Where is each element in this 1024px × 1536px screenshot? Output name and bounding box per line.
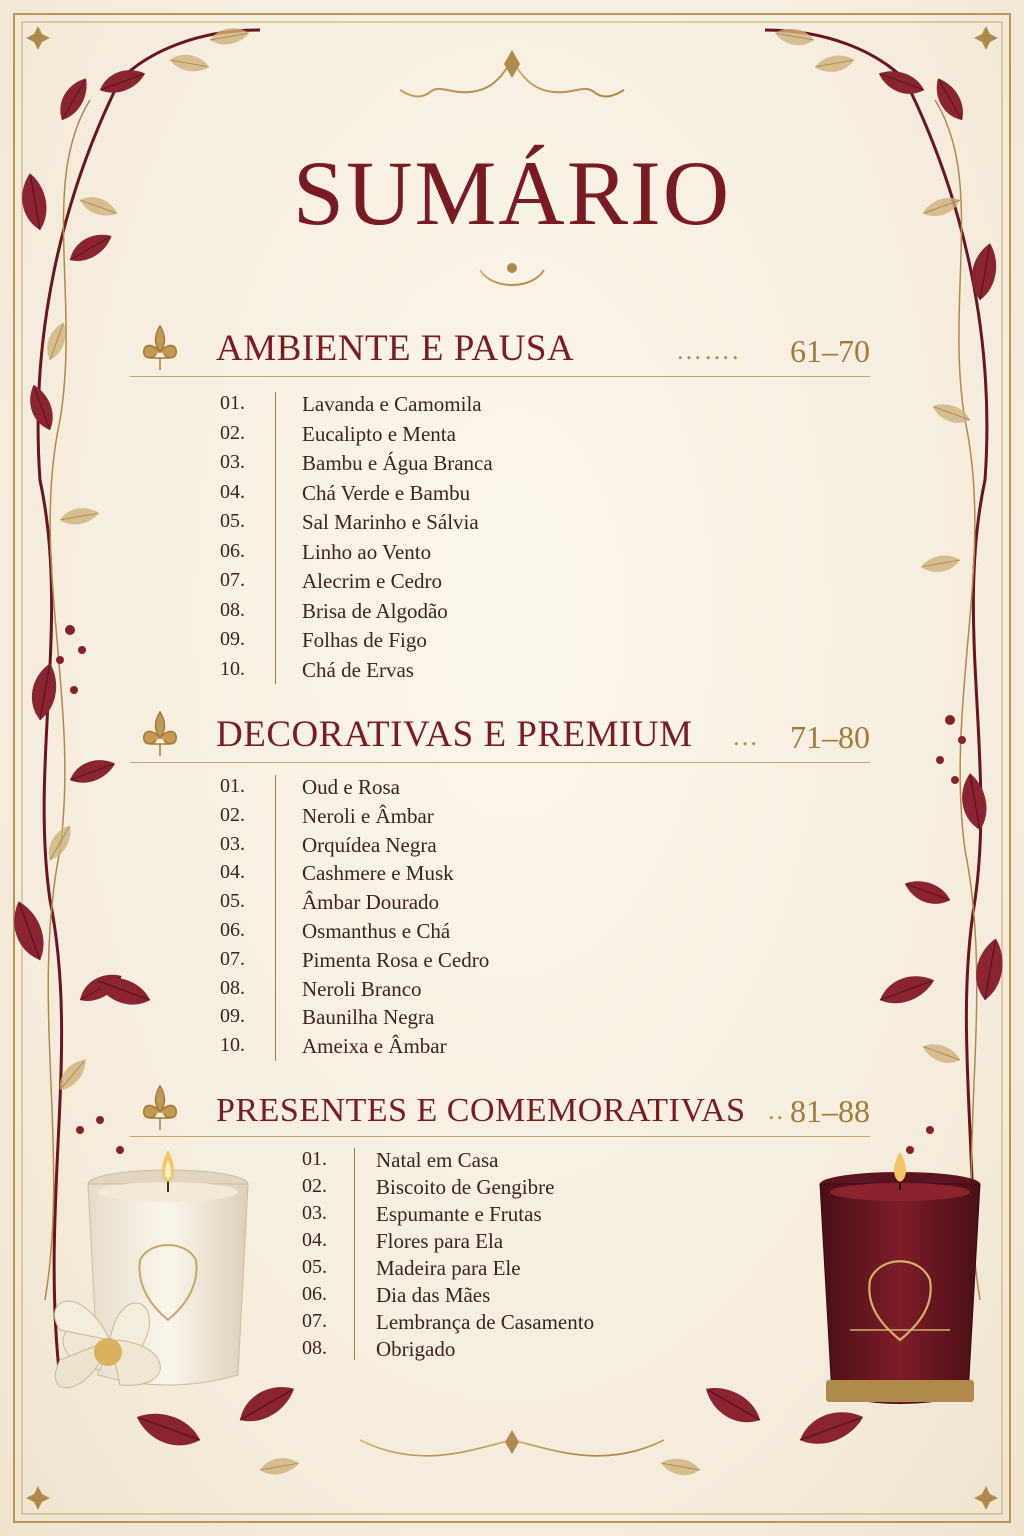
entry-list-presentes [302,1148,702,1364]
entry-name: Brisa de Algodão [302,598,448,623]
entry-name: Baunilha Negra [302,1005,435,1030]
entry-name: Eucalipto e Menta [302,421,456,446]
toc-entry[interactable] [220,833,740,862]
toc-entry[interactable] [220,569,740,599]
toc-entry[interactable] [302,1283,702,1310]
toc-entry[interactable] [302,1202,702,1229]
section-heading-decorativas[interactable] [130,716,870,763]
toc-entry[interactable] [220,658,740,688]
toc-entry[interactable] [220,392,740,422]
entry-number: 05. [220,510,245,532]
entry-name: Neroli Branco [302,976,422,1001]
entry-number: 04. [220,480,245,503]
section-heading-presentes[interactable] [130,1090,870,1137]
entry-name: Dia das Mães [376,1283,491,1307]
entry-number: 08. [220,598,245,621]
entry-name: Lembrança de Casamento [376,1310,595,1334]
leader-dots: … [732,722,760,751]
entry-number: 10. [220,1034,245,1057]
entry-number: 03. [220,451,245,473]
entry-name: Orquídea Negra [302,832,437,857]
toc-entry[interactable] [220,1005,740,1034]
entry-number: 01. [302,1148,327,1170]
toc-entry[interactable] [220,775,740,804]
section-heading-ambiente[interactable] [130,330,870,377]
toc-entry[interactable] [220,422,740,452]
toc-entry[interactable] [220,628,740,658]
entry-name: Bambu e Água Branca [302,451,493,475]
entry-number: 03. [220,832,245,855]
entry-number: 05. [302,1256,327,1278]
page-range: 81–88 [790,1093,870,1129]
page-range: 71–80 [790,719,870,755]
toc-entry[interactable] [302,1256,702,1283]
entry-name: Madeira para Ele [376,1256,521,1280]
entry-name: Espumante e Frutas [376,1202,542,1226]
entry-name: Neroli e Âmbar [302,803,434,828]
entry-number: 02. [302,1175,327,1197]
toc-entry[interactable] [220,948,740,977]
entry-name: Folhas de Figo [302,628,427,652]
entry-number: 06. [220,918,245,941]
section-title: PRESENTES E COMEMORATIVAS [216,1092,746,1129]
entry-number: 07. [220,569,245,591]
toc-entry[interactable] [220,890,740,919]
entry-number: 07. [302,1310,327,1332]
toc-entry[interactable] [302,1310,702,1337]
leader-dots: .. [768,1096,785,1125]
fleur-de-lis-icon [138,322,182,374]
entry-name: Oud e Rosa [302,775,400,799]
entry-number: 06. [220,539,245,562]
entry-number: 02. [220,421,245,444]
section-title: DECORATIVAS E PREMIUM [216,714,693,755]
entry-number: 09. [220,1005,245,1028]
page-title: SUMÁRIO [292,142,732,244]
entry-name: Natal em Casa [376,1148,499,1172]
toc-entry[interactable] [220,919,740,948]
entry-number: 01. [220,775,245,797]
toc-entry[interactable] [302,1175,702,1202]
toc-entry[interactable] [220,977,740,1006]
entry-name: Osmanthus e Chá [302,918,451,943]
entry-name: Biscoito de Gengibre [376,1175,555,1199]
toc-entry[interactable] [220,481,740,511]
entry-name: Sal Marinho e Sálvia [302,510,479,534]
entry-number: 08. [302,1337,327,1359]
entry-number: 08. [220,976,245,999]
entry-number: 04. [220,861,245,884]
toc-entry[interactable] [220,510,740,540]
entry-name: Chá Verde e Bambu [302,480,471,505]
leader-dots: ……. [676,336,741,365]
entry-number: 04. [302,1229,327,1251]
toc-entry[interactable] [302,1148,702,1175]
toc-entry[interactable] [220,540,740,570]
entry-name: Alecrim e Cedro [302,569,442,593]
entry-name: Linho ao Vento [302,539,432,564]
entry-number: 01. [220,392,245,414]
entry-name: Obrigado [376,1337,456,1361]
entry-number: 09. [220,628,245,650]
toc-entry[interactable] [302,1229,702,1256]
entry-number: 06. [302,1283,327,1305]
entry-number: 05. [220,890,245,913]
entry-name: Ameixa e Âmbar [302,1034,447,1059]
fleur-de-lis-icon [138,708,182,760]
entry-number: 10. [220,657,245,680]
entry-name: Âmbar Dourado [302,890,440,915]
entry-number: 07. [220,947,245,970]
toc-entry[interactable] [220,1034,740,1063]
entry-list-decorativas [220,775,740,1063]
page-range: 61–70 [790,333,870,369]
entry-number: 03. [302,1202,327,1224]
entry-name: Cashmere e Musk [302,861,454,886]
toc-entry[interactable] [220,804,740,833]
entry-name: Pimenta Rosa e Cedro [302,947,490,972]
entry-list-ambiente [220,392,740,687]
entry-name: Chá de Ervas [302,657,414,682]
toc-entry[interactable] [220,599,740,629]
toc-entry[interactable] [220,861,740,890]
toc-entry[interactable] [220,451,740,481]
entry-number: 02. [220,803,245,826]
entry-name: Lavanda e Camomila [302,392,482,416]
fleur-de-lis-icon [138,1082,182,1134]
entry-name: Flores para Ela [376,1229,504,1253]
toc-entry[interactable] [302,1337,702,1364]
section-title: AMBIENTE E PAUSA [216,328,575,369]
